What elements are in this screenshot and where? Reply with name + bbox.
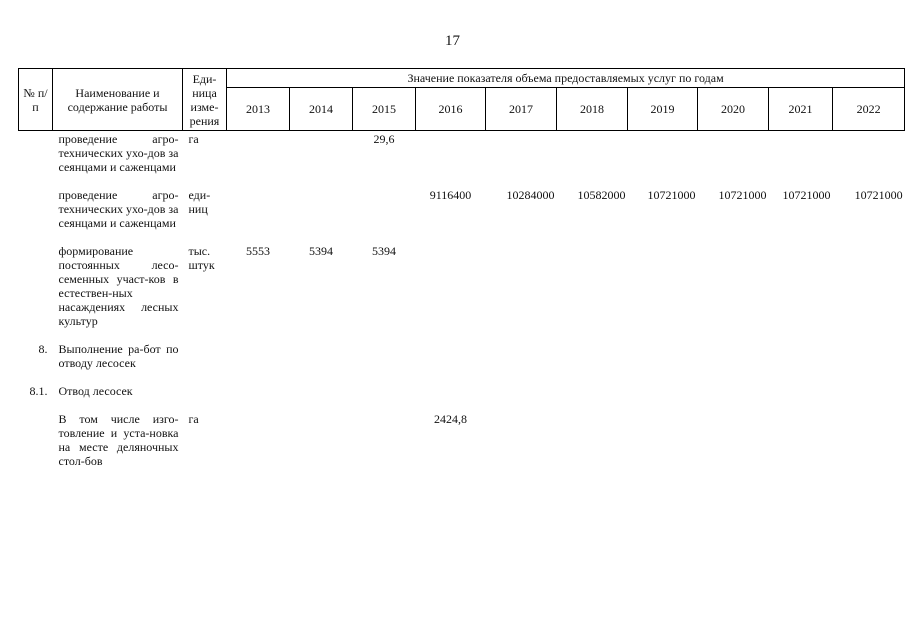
row-spacer — [19, 175, 905, 187]
value-cell: 2424,8 — [434, 412, 467, 426]
header-unit: Еди-ница изме-рения — [183, 69, 227, 131]
value-cell — [833, 383, 905, 399]
header-year: 2013 — [227, 88, 290, 131]
row-spacer-cell — [19, 231, 905, 243]
row-spacer — [19, 231, 905, 243]
value-cell — [290, 341, 353, 371]
value-cell — [769, 243, 833, 329]
value-cell — [290, 411, 353, 469]
table-row — [19, 411, 905, 469]
row-unit: га — [188, 412, 199, 426]
value-cell — [698, 411, 769, 469]
row-number: 8.1. — [29, 384, 48, 398]
value-cell — [486, 131, 557, 176]
value-cell — [353, 187, 416, 231]
table-body — [19, 131, 905, 470]
table-row — [19, 341, 905, 371]
value-cell — [698, 341, 769, 371]
row-spacer-cell — [19, 371, 905, 383]
row-name: проведение агро-технических ухо-дов за сеянцами и саженцами — [58, 132, 179, 174]
row-number — [19, 411, 53, 469]
row-unit — [183, 383, 227, 399]
row-number — [19, 243, 53, 329]
value-cell — [227, 131, 290, 176]
row-spacer-cell — [19, 329, 905, 341]
value-cell — [290, 187, 353, 231]
value-cell — [769, 383, 833, 399]
value-cell: 10721000 — [782, 188, 831, 202]
value-cell — [628, 341, 698, 371]
row-unit: га — [188, 132, 199, 146]
value-cell — [769, 131, 833, 176]
header-year: 2022 — [833, 88, 905, 131]
value-cell: 5394 — [309, 244, 333, 258]
value-cell — [698, 243, 769, 329]
value-cell — [557, 341, 628, 371]
value-cell — [227, 341, 290, 371]
value-cell — [416, 383, 486, 399]
value-cell — [769, 341, 833, 371]
value-cell — [769, 411, 833, 469]
row-spacer-cell — [19, 175, 905, 187]
row-spacer — [19, 399, 905, 411]
value-cell — [833, 341, 905, 371]
value-cell — [353, 341, 416, 371]
value-cell — [416, 243, 486, 329]
header-year: 2017 — [486, 88, 557, 131]
value-cell — [416, 131, 486, 176]
row-unit: еди-ниц — [188, 188, 211, 216]
value-cell — [628, 243, 698, 329]
header-year: 2020 — [698, 88, 769, 131]
value-cell — [833, 411, 905, 469]
header-values: Значение показателя объема предоставляемых услуг по годам — [227, 69, 905, 88]
row-unit — [183, 341, 227, 371]
value-cell — [416, 341, 486, 371]
row-number: 8. — [38, 342, 48, 356]
value-cell — [557, 411, 628, 469]
row-name: проведение агро-технических ухо-дов за сеянцами и саженцами — [58, 188, 179, 230]
row-name: формирование постоянных лесо-семенных участ-ков в естествен-ных насаждениях лесных культур — [58, 244, 179, 328]
value-cell — [486, 411, 557, 469]
header-no: № п/п — [19, 69, 53, 131]
value-cell — [628, 383, 698, 399]
table-row — [19, 131, 905, 176]
value-cell — [833, 131, 905, 176]
row-number — [19, 131, 53, 176]
value-cell: 10721000 — [718, 188, 767, 202]
value-cell — [557, 383, 628, 399]
value-cell — [290, 383, 353, 399]
value-cell — [486, 243, 557, 329]
value-cell — [698, 383, 769, 399]
row-spacer — [19, 329, 905, 341]
row-unit: тыс. штук — [188, 244, 215, 272]
value-cell — [628, 411, 698, 469]
row-number — [19, 187, 53, 231]
table-row — [19, 383, 905, 399]
value-cell: 29,6 — [373, 132, 395, 146]
value-cell: 10284000 — [506, 188, 555, 202]
value-cell: 10721000 — [647, 188, 696, 202]
table-row — [19, 243, 905, 329]
value-cell — [227, 187, 290, 231]
row-spacer-cell — [19, 399, 905, 411]
value-cell: 9116400 — [429, 188, 472, 202]
value-cell — [353, 411, 416, 469]
value-cell — [833, 243, 905, 329]
value-cell: 10721000 — [854, 188, 903, 202]
value-cell — [290, 131, 353, 176]
header-year: 2019 — [628, 88, 698, 131]
value-cell: 5394 — [372, 244, 396, 258]
row-name: Отвод лесосек — [58, 384, 133, 398]
value-cell — [557, 243, 628, 329]
header-year: 2021 — [769, 88, 833, 131]
services-volume-table — [18, 68, 905, 469]
table-header — [19, 69, 905, 131]
row-spacer — [19, 371, 905, 383]
value-cell — [486, 341, 557, 371]
value-cell — [486, 383, 557, 399]
value-cell — [628, 131, 698, 176]
value-cell — [227, 383, 290, 399]
header-year: 2014 — [290, 88, 353, 131]
value-cell: 10582000 — [577, 188, 626, 202]
value-cell — [698, 131, 769, 176]
value-cell — [353, 383, 416, 399]
table-row — [19, 187, 905, 231]
row-name: Выполнение ра-бот по отводу лесосек — [58, 342, 179, 370]
header-name: Наименование и содержание работы — [53, 69, 183, 131]
header-year: 2018 — [557, 88, 628, 131]
value-cell — [557, 131, 628, 176]
value-cell: 5553 — [246, 244, 270, 258]
header-year: 2015 — [353, 88, 416, 131]
value-cell — [227, 411, 290, 469]
page-number: 17 — [445, 33, 460, 49]
header-year: 2016 — [416, 88, 486, 131]
row-name: В том числе изго-товление и уста-новка на месте деляночных стол-бов — [58, 412, 179, 468]
